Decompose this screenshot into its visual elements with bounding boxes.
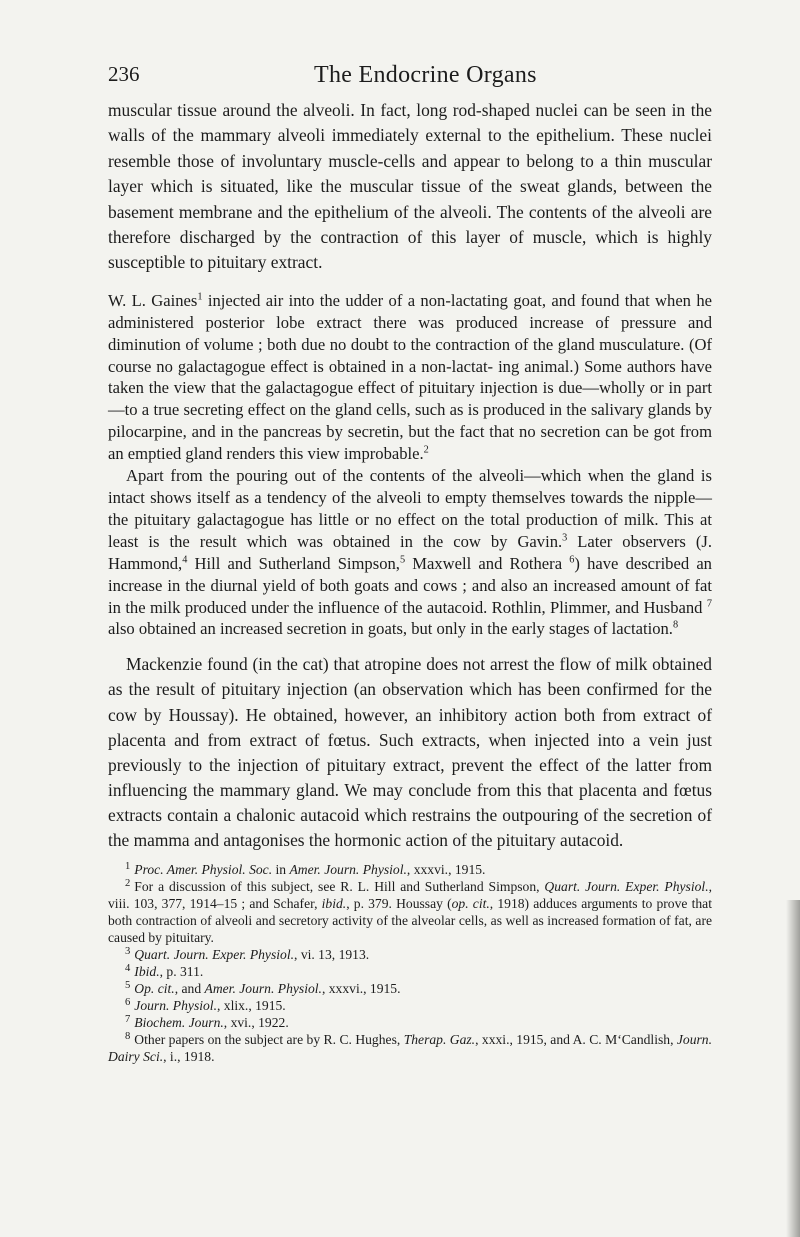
citation-title: Proc. Amer. Physiol. Soc. [134, 862, 273, 878]
citation-title: Quart. Journ. Exper. Physiol. [544, 879, 709, 895]
running-title: The Endocrine Organs [314, 62, 537, 88]
citation-title: Therap. Gaz. [403, 1032, 476, 1048]
footnote-text: For a discussion of this subject, see R. L. Hill and Sutherland Simpson, [134, 879, 545, 895]
paragraph-mackenzie: Mackenzie found (in the cat) that atropine does not arrest the flow of milk obtained as the result of pituitary injection (an observation which has been confirmed for the cow by Houssay). He obtained, however, an inhibitory action both from extract of placenta and from extract of fœtus. Such extracts, when injected into a vein just previously to the injection of pituitary extract, prevent the effect of the latter from influencing the mammary gland. We may conclude from this that placenta and fœtus extracts contain a chalonic autacoid which restrains the outpouring of the secretion of the mamma and antagonises the hormonic action of the pituitary autacoid. [108, 654, 712, 850]
footnote-1 [108, 861, 712, 878]
footnote-ref[interactable]: 4 [182, 554, 188, 566]
footnote-text: , viii. 103, 377, 1914–15 ; and Schafer, [108, 879, 712, 912]
footnote-text: , p. 379. Houssay ( [346, 896, 452, 912]
citation-title: Op. cit. [134, 981, 175, 997]
footnote-text: , vi. 13, 1913. [294, 947, 370, 963]
page-number: 236 [108, 62, 140, 86]
citation-title: Biochem. Journ. [134, 1015, 224, 1031]
paragraph-text: injected air into the udder of a non-lactating goat, and found that when he administered posterior lobe extract there was produced increase of pressure and diminution of volume ; both due no doubt to the contraction of the gland musculature. (Of course no galactagogue effect is obtained in a non-lactat- ing animal.) Some authors have taken the view that the galactagogue effect of pituitary injection is due—wholly or in part—to a true secreting effect on the gland cells, such as is produced in the salivary glands by pilocarpine, and in the pancreas by secretin, but the fact that no secretion can be got from an emptied gland renders this view improbable. [108, 290, 712, 464]
paragraph-text: Apart from the pouring out of the contents of the alveoli—which when the gland is intact shows itself as a tendency of the alveoli to empty themselves towards the nipple—the pituitary galactagogue has little or no effect on the total production of milk. This at least is the result which was obtained in the cow by Gavin. [108, 466, 712, 551]
footnote-number: 2 [125, 877, 131, 889]
footnote-3 [108, 946, 712, 963]
footnote-text: , and [174, 981, 205, 997]
footnote-ref[interactable]: 3 [562, 532, 568, 544]
paragraph-milk-production [108, 465, 712, 640]
footnotes [108, 861, 712, 1065]
running-header [108, 62, 708, 94]
footnote-text: , 1918) adduces arguments to prove that both contraction of alveoli and secretory activity of the alveolar cells, as well as increased formation of fat, are caused by pituitary. [108, 896, 712, 946]
paragraph-text: Hill and Sutherland Simpson, [187, 553, 400, 573]
footnote-5 [108, 980, 712, 997]
paragraph-text: also obtained an increased secretion in goats, but only in the early stages of lactation. [108, 619, 673, 639]
footnote-text: , p. 311. [159, 964, 204, 980]
footnote-number: 1 [125, 860, 131, 872]
footnote-ref[interactable]: 7 [706, 598, 712, 609]
citation-title: Journ. Dairy Sci. [108, 1032, 713, 1065]
footnote-number: 8 [125, 1030, 131, 1042]
citation-title: Ibid. [134, 964, 160, 980]
footnote-ref[interactable]: 6 [569, 554, 575, 566]
paragraph-alveoli-muscle: muscular tissue around the alveoli. In fact, long rod-shaped nuclei can be seen in the walls of the mammary alveoli immediately external to the epithelium. These nuclei resemble those of involuntary muscle-cells and appear to belong to a thin muscular layer which is situated, like the muscular tissue of the sweat glands, between the basement membrane and the epithelium of the alveoli. The contents of the alveoli are therefore discharged by the contraction of this layer of muscle, which is highly susceptible to pituitary extract. [108, 100, 712, 273]
paragraph-text: Maxwell and Rothera [405, 553, 570, 573]
citation-title: Amer. Journ. Physiol. [204, 981, 322, 997]
citation-title: Journ. Physiol. [134, 998, 217, 1014]
citation-title: Amer. Journ. Physiol. [289, 862, 407, 878]
paragraph-text: W. L. Gaines [108, 290, 198, 310]
page-body [108, 98, 712, 1065]
paragraph-gaines [108, 290, 712, 465]
footnote-ref[interactable]: 8 [672, 619, 679, 631]
footnote-text: Other papers on the subject are by R. C. Hughes, [134, 1032, 404, 1048]
footnote-4 [108, 963, 712, 980]
footnote-ref[interactable]: 2 [423, 444, 429, 456]
footnote-text: , xlix., 1915. [216, 998, 286, 1014]
footnote-number: 5 [125, 979, 131, 991]
footnote-text: , xxxi., 1915, and A. C. M‘Candlish, [475, 1032, 677, 1048]
footnote-8 [108, 1031, 712, 1065]
citation-title: Quart. Journ. Exper. Physiol. [134, 947, 295, 963]
footnote-number: 6 [125, 996, 131, 1008]
citation-title: op. cit. [451, 896, 490, 912]
citation-title: ibid. [321, 896, 347, 912]
footnote-number: 7 [125, 1013, 131, 1025]
footnote-7 [108, 1014, 712, 1031]
footnote-2 [108, 878, 712, 946]
footnote-number: 3 [125, 945, 131, 957]
footnote-ref[interactable]: 5 [399, 554, 406, 566]
footnote-ref[interactable]: 1 [197, 291, 203, 303]
footnote-text: , xxxvi., 1915. [321, 981, 401, 997]
paragraph-text: ) have described an increase in the diurnal yield of both goats and cows ; and also an increased amount of fat in the milk produced under the influence of the autacoid. Rothlin, Plimmer, and Husband [108, 553, 712, 617]
footnote-number: 4 [125, 962, 131, 974]
footnote-text: , xvi., 1922. [223, 1015, 289, 1031]
footnote-6 [108, 997, 712, 1014]
footnote-text: , xxxvi., 1915. [406, 862, 486, 878]
footnote-text: in [272, 862, 290, 878]
footnote-text: , i., 1918. [163, 1049, 215, 1065]
page-edge-shadow [786, 900, 800, 1237]
paragraph-text: Later observers (J. Hammond, [108, 531, 712, 573]
